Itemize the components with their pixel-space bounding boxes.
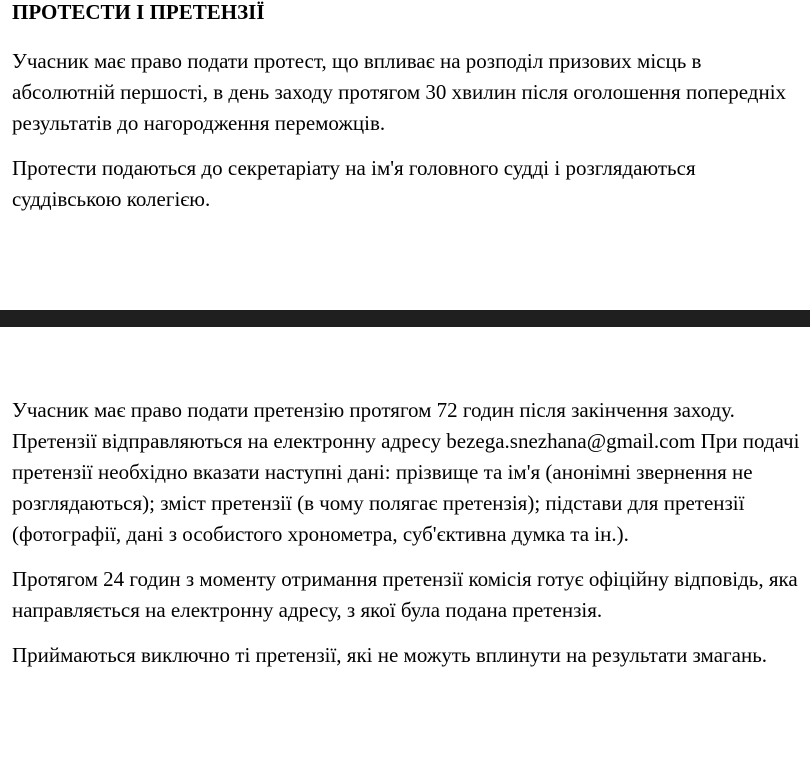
- claims-section: [12, 395, 804, 671]
- claim-rules-paragraph: Учасник має право подати претензію протягом 72 годин після закінчення заходу. Претензії відправляються на електронну адресу bezega.snezhana@gmail.com При подачі претензії необхідно вказати наступні дані: прізвище та ім'я (анонімні звернення не розглядаються); зміст претензії (в чому полягає претензія); підстави для претензії (фотографії, дані з особистого хронометра, суб'єктивна думка та ін.).: [12, 398, 800, 546]
- claim-response-paragraph: Протягом 24 годин з моменту отримання претензії комісія готує офіційну відповідь, яка направляється на електронну адресу, з якої була подана претензія.: [12, 567, 798, 622]
- protest-rules-paragraph: Учасник має право подати протест, що впливає на розподіл призових місць в абсолютній першості, в день заходу протягом 30 хвилин після оголошення попередніх результатів до нагородження переможців.: [12, 49, 787, 135]
- protest-submission-paragraph: Протести подаються до секретаріату на ім'я головного судді і розглядаються суддівською колегією.: [12, 156, 696, 211]
- section-heading: ПРОТЕСТИ І ПРЕТЕНЗІЇ: [12, 0, 265, 24]
- claim-restriction-paragraph: Приймаються виключно ті претензії, які не можуть вплинути на результати змагань.: [12, 643, 768, 667]
- section-divider: [0, 310, 810, 327]
- protests-section: [12, 0, 802, 215]
